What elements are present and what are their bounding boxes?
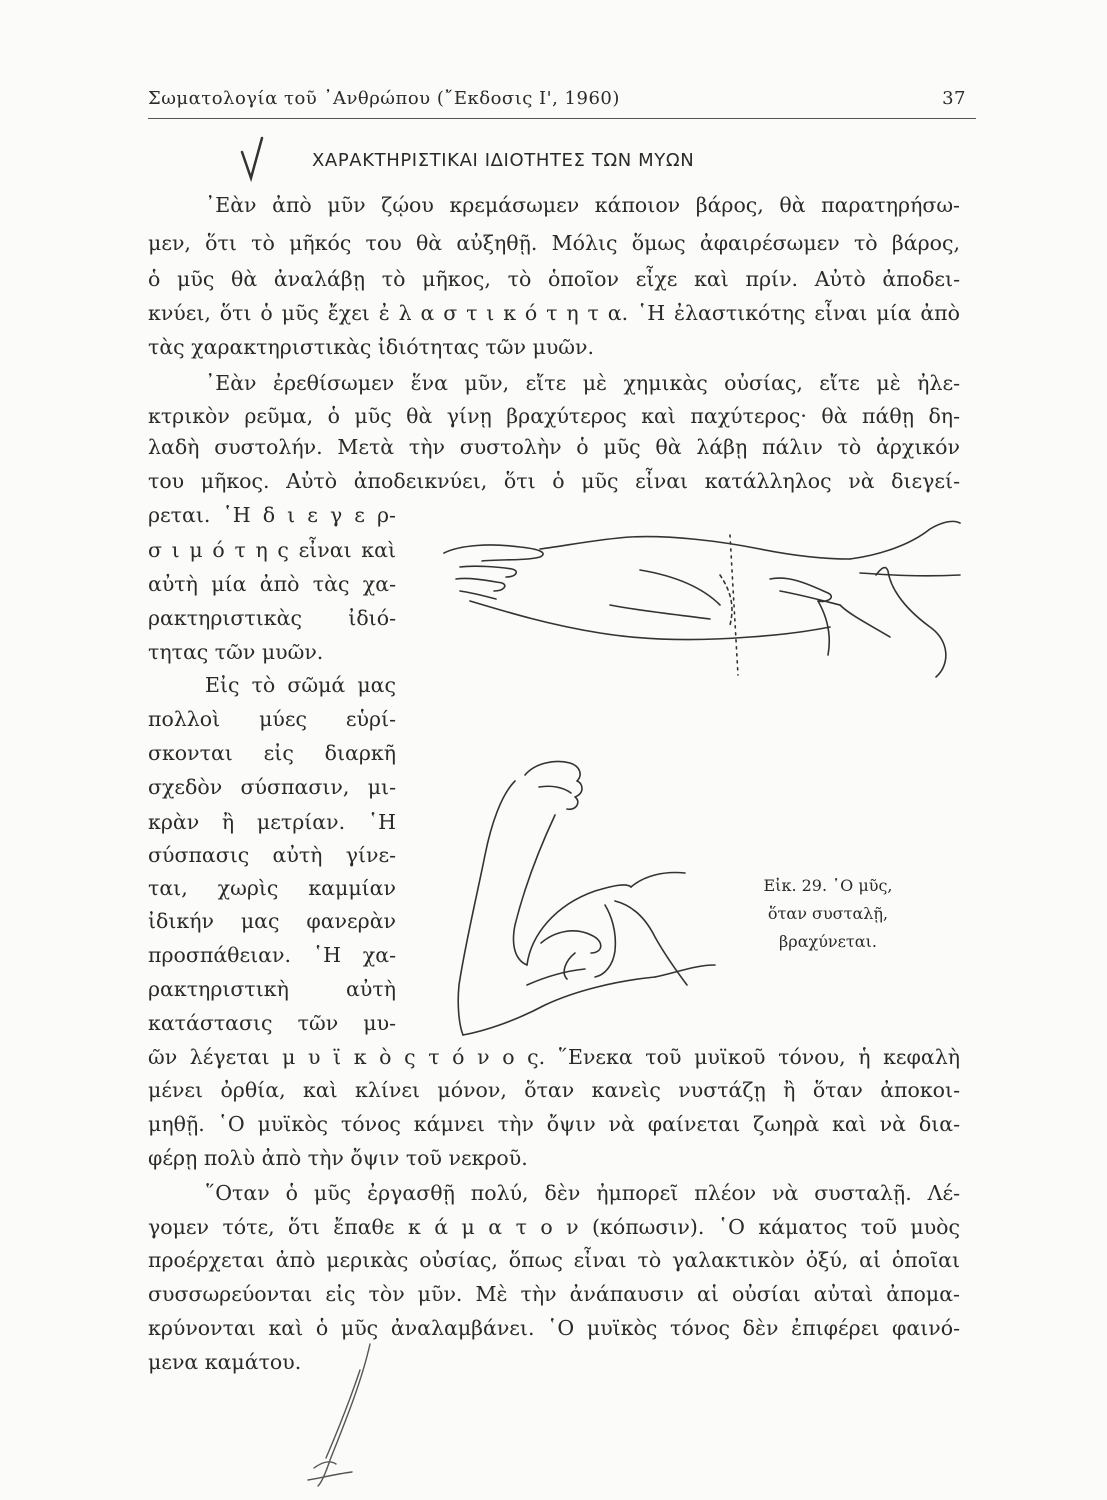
text-line: ῶν λέγεται μ υ ϊ κ ὸ ς τ ό ν ο ς. ῞Ενεκα τοῦ μυϊκοῦ τόνου, ἡ κεφαλὴ: [148, 1045, 960, 1069]
text-line: φέρῃ πολὺ ἀπὸ τὴν ὄψιν τοῦ νεκροῦ.: [148, 1146, 528, 1170]
text-line: σ ι μ ό τ η ς εἶναι καὶ: [148, 538, 396, 562]
text-line: Εἰς τὸ σῶμά μας: [205, 673, 396, 697]
flexed-arm-illustration: [455, 755, 725, 1040]
text-line: μηθῇ. ῾Ο μυϊκὸς τόνος κάμνει τὴν ὄψιν νὰ φαίνεται ζωηρὰ καὶ νὰ δια-: [148, 1112, 960, 1136]
text-line: ὁ μῦς θὰ ἀναλάβῃ τὸ μῆκος, τὸ ὁποῖον εἶχε καὶ πρίν. Αὐτὸ ἀποδει-: [148, 267, 960, 291]
checkmark-annotation-icon: [238, 134, 268, 184]
text-line: τητας τῶν μυῶν.: [148, 640, 324, 664]
text-line: του μῆκος. Αὐτὸ ἀποδεικνύει, ὅτι ὁ μῦς εἶναι κατάλληλος νὰ διεγεί-: [148, 469, 960, 493]
text-line: ρεται. ῾Η δ ι ε γ ε ρ-: [148, 503, 396, 527]
text-line: προσπάθειαν. ῾Η χα-: [148, 943, 396, 967]
text-line: κατάστασις τῶν μυ-: [148, 1011, 396, 1035]
text-line: ἰδικήν μας φανερὰν: [148, 909, 396, 933]
text-line: ᾿Εὰν ἀπὸ μῦν ζῴου κρεμάσωμεν κάποιον βάρος, θὰ παρατηρήσω-: [205, 193, 960, 217]
page-number: 37: [942, 88, 966, 109]
text-line: ρακτηριστικὴ αὐτὴ: [148, 977, 396, 1001]
text-line: κνύει, ὅτι ὁ μῦς ἔχει ἐ λ α σ τ ι κ ό τ η τ α. ῾Η ἐλαστικότης εἶναι μία ἀπὸ: [148, 301, 960, 325]
text-line: μένει ὀρθία, καὶ κλίνει μόνον, ὅταν κανεὶς νυστάζῃ ἢ ὅταν ἀποκοι-: [148, 1078, 960, 1102]
caption-line: βραχύνεται.: [779, 932, 877, 951]
text-line: γομεν τότε, ὅτι ἔπαθε κ ά μ α τ ο ν (κόπωσιν). ῾Ο κάματος τοῦ μυὸς: [148, 1215, 960, 1239]
caption-line: ὅταν συσταλῇ,: [767, 904, 889, 923]
text-line: προέρχεται ἀπὸ μερικὰς οὐσίας, ὅπως εἶναι τὸ γαλακτικὸν ὀξύ, αἱ ὁποῖαι: [148, 1248, 960, 1272]
section-heading: ΧΑΡΑΚΤΗΡΙΣΤΙΚΑΙ ΙΔΙΟΤΗΤΕΣ ΤΩΝ ΜΥΩΝ: [312, 150, 695, 171]
text-line: σκονται εἰς διαρκῆ: [148, 741, 396, 765]
handwritten-mark-icon: [300, 1340, 380, 1490]
text-line: λαδὴ συστολήν. Μετὰ τὴν συστολὴν ὁ μῦς θὰ λάβῃ πάλιν τὸ ἀρχικόν: [148, 435, 960, 459]
text-line: πολλοὶ μύες εὑρί-: [148, 707, 396, 731]
text-line: τὰς χαρακτηριστικὰς ἰδιότητας τῶν μυῶν.: [148, 335, 594, 359]
running-title: Σωματολογία τοῦ ᾿Ανθρώπου (῎Εκδοσις Ι', 1960): [148, 88, 620, 109]
text-line: ῞Οταν ὁ μῦς ἐργασθῇ πολύ, δὲν ἠμπορεῖ πλέον νὰ συσταλῇ. Λέ-: [205, 1181, 960, 1205]
text-line: ᾿Εὰν ἐρεθίσωμεν ἕνα μῦν, εἴτε μὲ χημικὰς οὐσίας, εἴτε μὲ ἠλε-: [205, 371, 960, 395]
text-line: κτρικὸν ρεῦμα, ὁ μῦς θὰ γίνῃ βραχύτερος καὶ παχύτερος· θὰ πάθῃ δη-: [148, 404, 960, 428]
text-line: κρὰν ἢ μετρίαν. ῾Η: [148, 810, 396, 834]
figure-caption: [728, 872, 928, 956]
running-head: [148, 88, 976, 114]
caption-line: Εἰκ. 29. ῾Ο μῦς,: [763, 876, 893, 895]
header-rule: [148, 118, 976, 119]
text-line: μενα καμάτου.: [148, 1350, 302, 1374]
extended-arm-illustration: [430, 515, 970, 680]
text-line: μεν, ὅτι τὸ μῆκός του θὰ αὐξηθῇ. Μόλις ὅμως ἀφαιρέσωμεν τὸ βάρος,: [148, 231, 960, 255]
text-line: συσσωρεύονται εἰς τὸν μῦν. Μὲ τὴν ἀνάπαυσιν αἱ οὐσίαι αὐταὶ ἀπομα-: [148, 1282, 960, 1306]
text-line: σύσπασις αὐτὴ γίνε-: [148, 843, 396, 867]
text-line: ρακτηριστικὰς ἰδιό-: [148, 606, 396, 630]
text-line: σχεδὸν σύσπασιν, μι-: [148, 775, 396, 799]
text-line: αὐτὴ μία ἀπὸ τὰς χα-: [148, 572, 396, 596]
text-line: κρύνονται καὶ ὁ μῦς ἀναλαμβάνει. ῾Ο μυϊκὸς τόνος δὲν ἐπιφέρει φαινό-: [148, 1316, 960, 1340]
text-line: ται, χωρὶς καμμίαν: [148, 876, 396, 900]
